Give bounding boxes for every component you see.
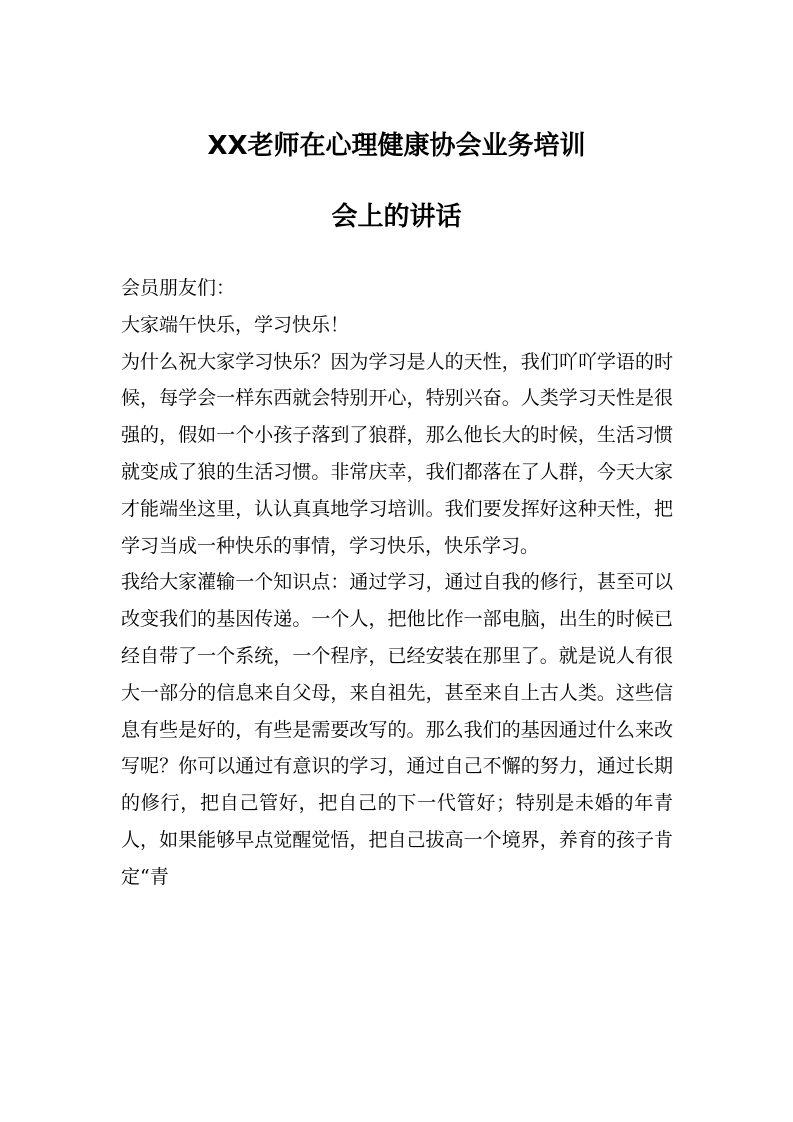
- document-body: [121, 270, 673, 896]
- salutation-paragraph: 会员朋友们：: [121, 277, 236, 299]
- document-title-line-1: XX老师在心理健康协会业务培训: [207, 131, 586, 161]
- body-paragraph-genes: 我给大家灌输一个知识点：通过学习，通过自我的修行，甚至可以改变我们的基因传递。一个人，把他比作一部电脑，出生的时候已经自带了一个系统，一个程序，已经安装在那里了。就是说人有很大一部分的信息来自父母，来自祖先，甚至来自上古人类。这些信息有些是好的，有些是需要改写的。那么我们的基因通过什么来改写呢？你可以通过有意识的学习，通过自己不懈的努力，通过长期的修行，把自己管好，把自己的下一代管好；特别是未婚的年青人，如果能够早点觉醒觉悟，把自己拔高一个境界，养育的孩子肯定“青: [121, 571, 673, 888]
- body-paragraph-learning-nature: 为什么祝大家学习快乐？因为学习是人的天性，我们吖吖学语的时候，每学会一样东西就会特别开心，特别兴奋。人类学习天性是很强的，假如一个小孩子落到了狼群，那么他长大的时候，生活习惯就变成了狼的生活习惯。非常庆幸，我们都落在了人群，今天大家才能端坐这里，认认真真地学习培训。我们要发挥好这种天性，把学习当成一种快乐的事情，学习快乐，快乐学习。: [121, 350, 673, 557]
- greeting-paragraph: 大家端午快乐，学习快乐！: [121, 313, 350, 336]
- document-title-line-2: 会上的讲话: [331, 202, 462, 232]
